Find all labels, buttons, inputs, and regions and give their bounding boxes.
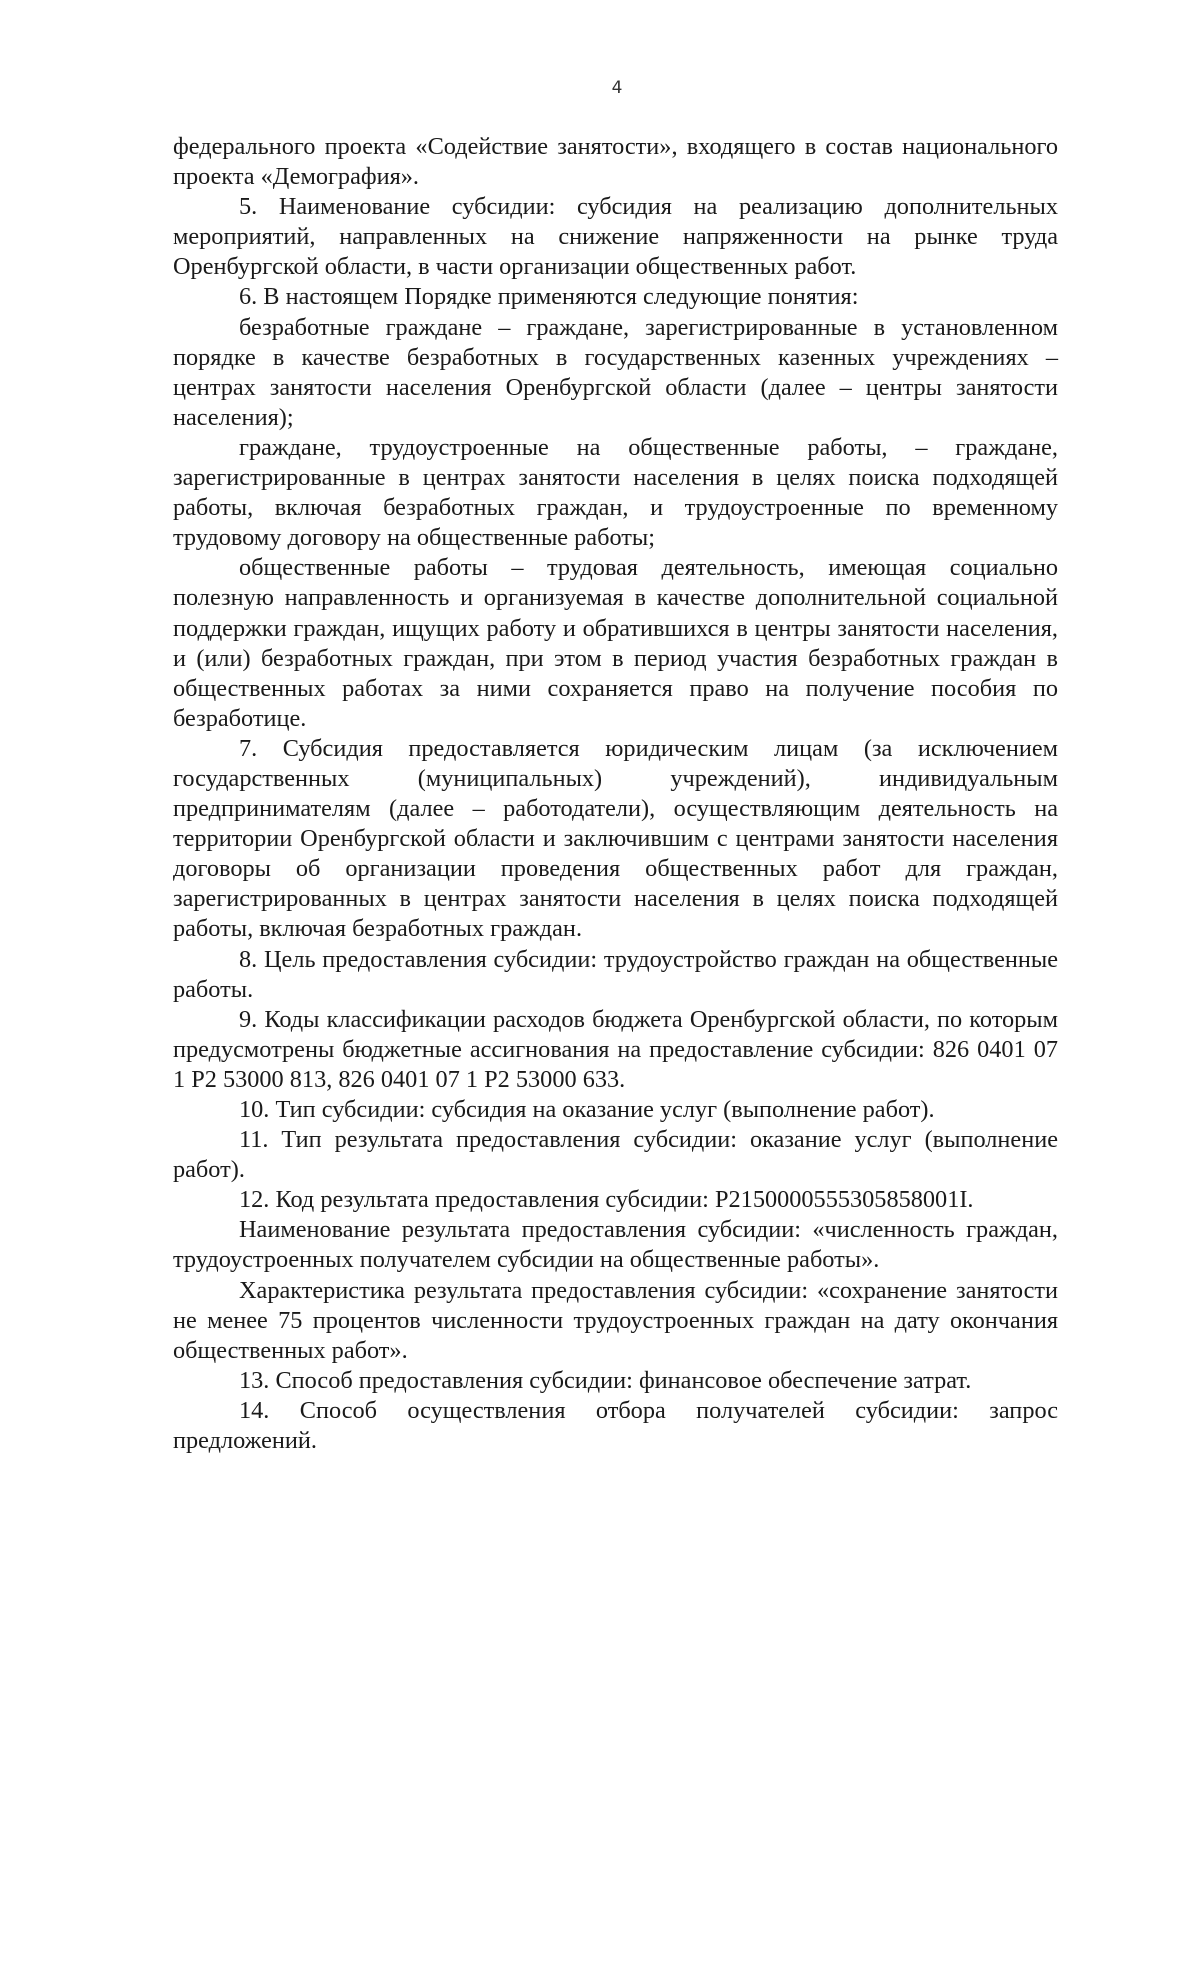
document-body	[173, 132, 1058, 1456]
paragraph-subsidy-type: 10. Тип субсидии: субсидия на оказание услуг (выполнение работ).	[239, 1096, 935, 1123]
page-number: 4	[611, 78, 623, 98]
paragraph-definition-employed-citizens: граждане, трудоустроенные на общественные работы, – граждане, зарегистрированные в центрах занятости населения в целях поиска подходящей работы, включая безработных граждан, и трудоустроенные по временному трудовому договору на общественные работы;	[173, 433, 1058, 552]
paragraph-result-characteristic: Характеристика результата предоставления субсидии: «сохранение занятости не менее 75 процентов численности трудоустроенных граждан на дату окончания общественных работ».	[173, 1276, 1058, 1364]
paragraph-selection-method: 14. Способ осуществления отбора получателей субсидии: запрос предложений.	[173, 1396, 1058, 1455]
paragraph-subsidy-recipients: 7. Субсидия предоставляется юридическим лицам (за исключением государственных (муниципальных) учреждений), индивидуальным предпринимателям (далее – работодатели), осуществляющим деятельность на территории Оренбургской области и заключившим с центрами занятости населения договоры об организации проведения общественных работ для граждан, зарегистрированных в центрах занятости населения в целях поиска подходящей работы, включая безработных граждан.	[173, 734, 1058, 943]
paragraph-subsidy-name: 5. Наименование субсидии: субсидия на реализацию дополнительных мероприятий, направленных на снижение напряженности на рынке труда Оренбургской области, в части организации общественных работ.	[173, 193, 1058, 281]
paragraph-definition-unemployed: безработные граждане – граждане, зарегистрированные в установленном порядке в качестве безработных в государственных казенных учреждениях – центрах занятости населения Оренбургской области (далее – центры занятости населения);	[173, 313, 1058, 431]
paragraph-result-type: 11. Тип результата предоставления субсидии: оказание услуг (выполнение работ).	[173, 1126, 1058, 1184]
paragraph-budget-codes: 9. Коды классификации расходов бюджета Оренбургской области, по которым предусмотрены бюджетные ассигнования на предоставление субсидии: 826 0401 07 1 Р2 53000 813, 826 0401 07 1 Р2 53000 633.	[173, 1005, 1058, 1093]
paragraph-result-name: Наименование результата предоставления субсидии: «численность граждан, трудоустроенных получателем субсидии на общественные работы».	[173, 1216, 1058, 1274]
paragraph-provision-method: 13. Способ предоставления субсидии: финансовое обеспечение затрат.	[239, 1366, 972, 1394]
paragraph-subsidy-purpose: 8. Цель предоставления субсидии: трудоустройство граждан на общественные работы.	[173, 945, 1058, 1003]
paragraph-definition-public-works: общественные работы – трудовая деятельность, имеющая социально полезную направленность и организуемая в качестве дополнительной социальной поддержки граждан, ищущих работу и обратившихся в центры занятости населения, и (или) безработных граждан, при этом в период участия безработных граждан в общественных работах за ними сохраняется право на получение пособия по безработице.	[173, 554, 1058, 732]
paragraph-federal-project: федерального проекта «Содействие занятости», входящего в состав национального проекта «Демография».	[173, 133, 1058, 191]
paragraph-result-code: 12. Код результата предоставления субсидии: Р2150000555305858001I.	[239, 1186, 974, 1214]
paragraph-definitions-intro: 6. В настоящем Порядке применяются следующие понятия:	[239, 283, 859, 311]
